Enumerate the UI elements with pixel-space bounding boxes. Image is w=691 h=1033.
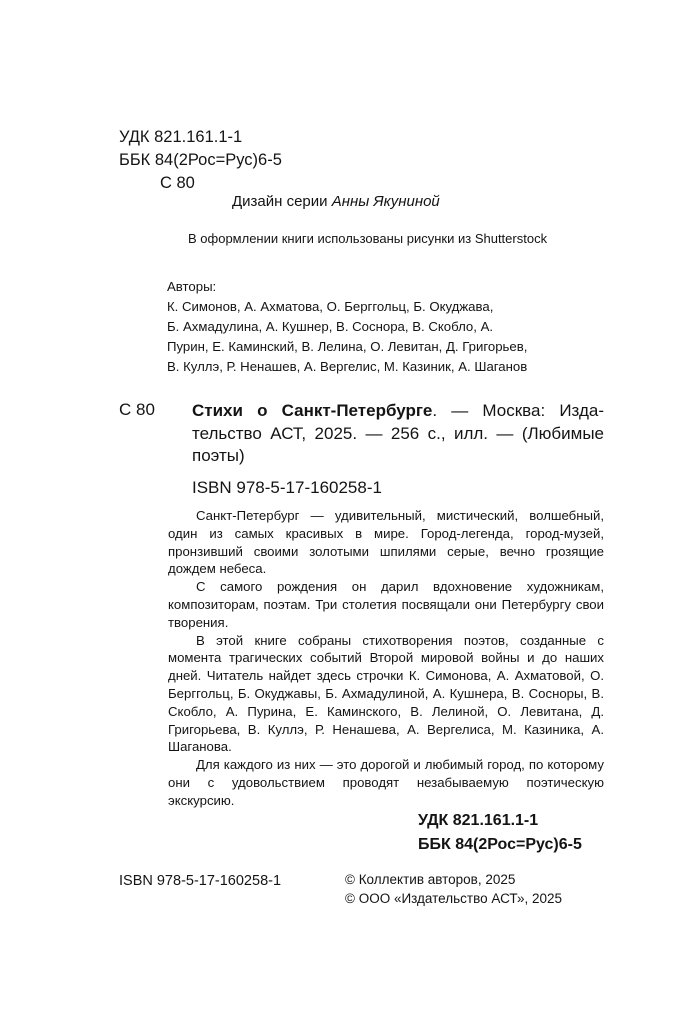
copyright-block (345, 870, 562, 908)
bbk-code: ББК 84(2Рос=Рус)6-5 (119, 151, 282, 169)
classification-block (119, 126, 282, 195)
copyright-line: © ООО «Издательство АСТ», 2025 (345, 891, 563, 906)
authors-line: Б. Ахмадулина, А. Кушнер, В. Соснора, В. Скобло, А. (167, 319, 494, 334)
book-title: Стихи о Санкт-Петербурге (192, 401, 433, 420)
authors-line: Пурин, Е. Каминский, В. Лелина, О. Левитан, Д. Григорьев, (167, 339, 528, 354)
designer-name: Анны Якуниной (331, 193, 440, 210)
entry-sign: С 80 (119, 400, 155, 419)
entry-line-1 (192, 400, 604, 423)
bottom-bbk: ББК 84(2Рос=Рус)6-5 (418, 835, 582, 853)
isbn-bottom: ISBN 978-5-17-160258-1 (119, 873, 282, 889)
bottom-classification (418, 809, 582, 856)
entry-publisher: . — Москва: Изда- (432, 401, 604, 420)
entry-line-3: поэты) (192, 446, 245, 465)
udk-code: УДК 821.161.1-1 (119, 128, 243, 146)
annotation-paragraph: Санкт-Петербург — удивительный, мистический, волшебный, один из самых красивых в мире. Город-легенда, город-музей, пронзивший своими золотыми шпилями серые, вечно грозящие дождем небеса. (168, 508, 604, 577)
entry-line-2: тельство АСТ, 2025. — 256 с., илл. — (Любимые (192, 423, 604, 443)
authors-line: К. Симонов, А. Ахматова, О. Берггольц, Б. Окуджава, (167, 299, 494, 314)
annotation-paragraph: В этой книге собраны стихотворения поэтов, созданные с момента трагических событий Второй мировой войны и до наших дней. Читатель найдет здесь строчки К. Симонова, А. Ахматовой, О. Берггольц, Б. Окуджавы, Б. Ахмадулиной, А. Кушнера, В. Сосноры, В. Скобло, А. Пурина, Е. Каминского, В. Лелиной, О. Левитана, Д. Григорьева, В. Куллэ, Р. Ненашева, А. Вергелиса, М. Казиника, А. Шаганова. (168, 632, 604, 755)
annotation-paragraph: Для каждого из них — это дорогой и любимый город, по которому они с удовольствием проводят незабываемую поэтическую экскурсию. (168, 757, 604, 808)
author-sign: С 80 (160, 174, 195, 192)
isbn-main: ISBN 978-5-17-160258-1 (192, 478, 382, 497)
bibliographic-entry (192, 400, 604, 468)
annotation-paragraph: С самого рождения он дарил вдохновение художникам, композиторам, поэтам. Три столетия посвящали они Петербургу свои творения. (168, 579, 604, 630)
design-prefix: Дизайн серии (232, 193, 328, 210)
authors-line: В. Куллэ, Р. Ненашев, А. Вергелис, М. Казиник, А. Шаганов (167, 359, 528, 374)
series-design-credit (232, 193, 440, 210)
copyright-line: © Коллектив авторов, 2025 (345, 872, 516, 887)
authors-block (167, 277, 527, 377)
annotation (168, 507, 604, 810)
bottom-udk: УДК 821.161.1-1 (418, 812, 539, 829)
illustrations-note: В оформлении книги использованы рисунки из Shutterstock (188, 231, 548, 246)
authors-heading: Авторы: (167, 279, 217, 294)
